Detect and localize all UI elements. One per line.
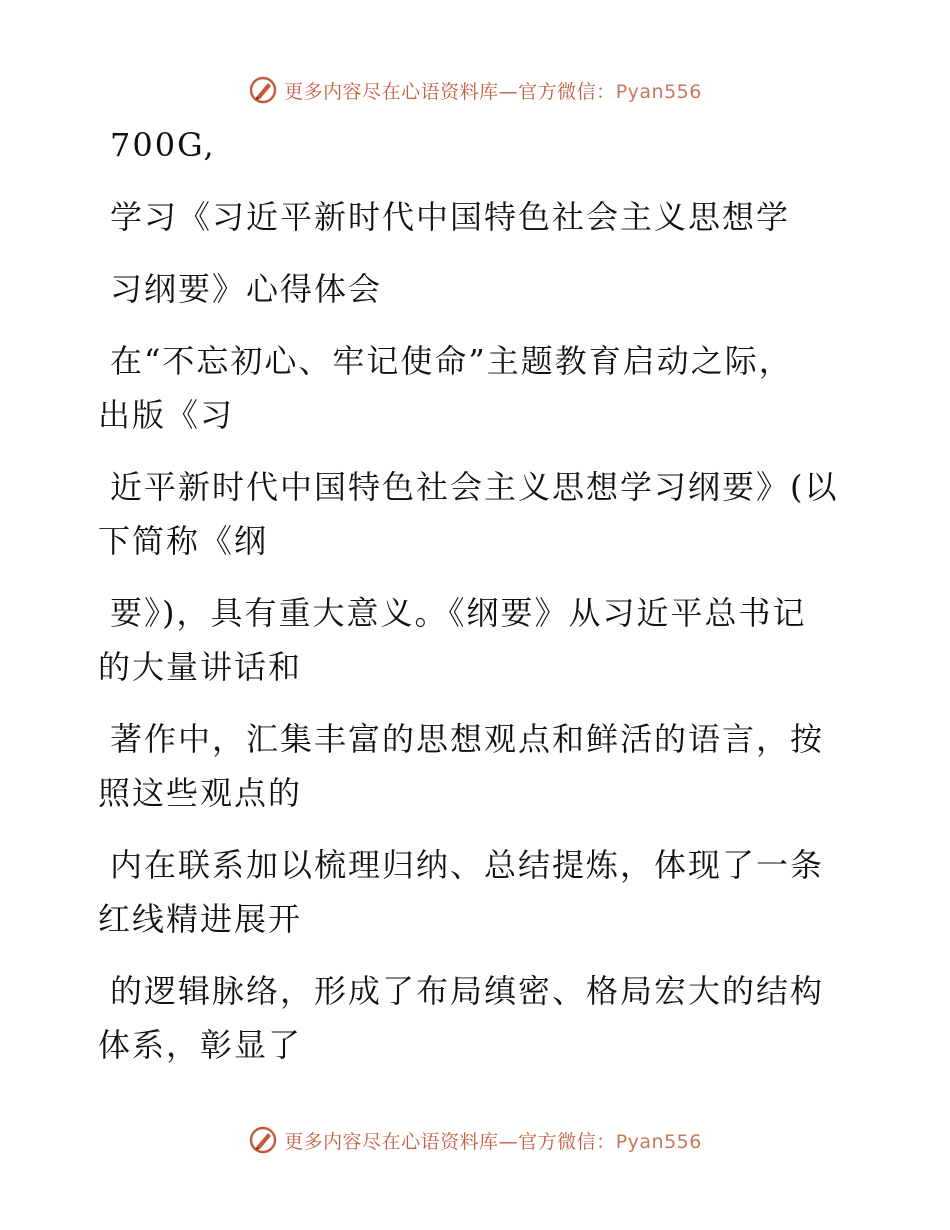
text-line: 700G, <box>110 126 216 164</box>
text-line: 习纲要》心得体会 <box>110 270 383 308</box>
text-line: 要》)，具有重大意义。《纲要》从习近平总书记 <box>110 594 807 632</box>
watermark-brand: 更多内容尽在心语资料库 <box>284 1130 499 1153</box>
watermark-official: 官方微信： <box>518 80 616 103</box>
text-line: 学习《习近平新时代中国特色社会主义思想学 <box>110 198 791 236</box>
watermark-brand: 更多内容尽在心语资料库 <box>284 80 499 103</box>
header-watermark <box>0 70 950 110</box>
text-line: 近平新时代中国特色社会主义思想学习纲要》(以 <box>110 468 839 506</box>
text-line: 出版《习 <box>98 396 235 434</box>
text-line: 著作中，汇集丰富的思想观点和鲜活的语言，按 <box>110 720 825 758</box>
pen-logo-icon <box>248 75 278 105</box>
text-line: 体系，彰显了 <box>98 1026 303 1064</box>
text-line: 在“不忘初心、牢记使命”主题教育启动之际， <box>110 342 793 380</box>
text-line: 照这些观点的 <box>98 774 303 812</box>
watermark-text <box>284 1127 702 1154</box>
watermark-wechat-id: Pyan556 <box>615 1130 702 1153</box>
text-line: 红线精进展开 <box>98 900 303 938</box>
watermark-official: 官方微信： <box>518 1130 616 1153</box>
text-line: 的大量讲话和 <box>98 648 303 686</box>
text-line: 的逻辑脉络，形成了布局缜密、格局宏大的结构 <box>110 972 825 1010</box>
watermark-text <box>284 77 702 104</box>
watermark-wechat-id: Pyan556 <box>615 80 702 103</box>
watermark-separator: — <box>498 80 519 103</box>
text-line: 内在联系加以梳理归纳、总结提炼，体现了一条 <box>110 846 825 884</box>
document-body <box>98 118 858 1072</box>
watermark-separator: — <box>498 1130 519 1153</box>
text-line: 下简称《纲 <box>98 522 269 560</box>
footer-watermark <box>0 1120 950 1160</box>
pen-logo-icon <box>248 1125 278 1155</box>
